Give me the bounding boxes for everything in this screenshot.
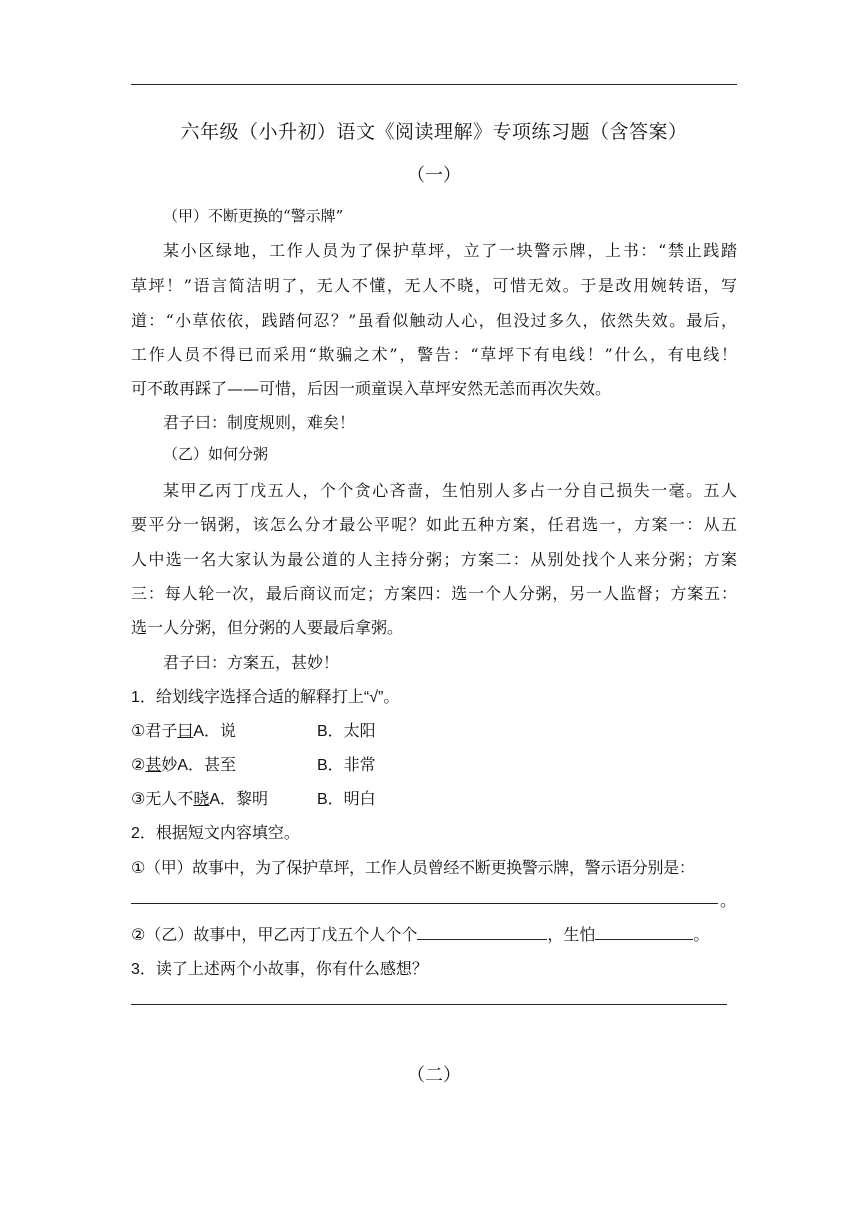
passage-a-comment: 君子曰：制度规则，难矣！ [163, 413, 356, 432]
question-2-prompt: 2．根据短文内容填空。 [131, 825, 300, 842]
passage-b-comment: 君子曰：方案五，甚妙！ [163, 653, 340, 672]
underlined-word: 晓 [193, 791, 210, 808]
passage-b-line: 要平分一锅粥，该怎么分才最公平呢？如此五种方案，任君选一，方案一：从五 [131, 515, 737, 534]
underlined-word: 曰 [177, 723, 194, 740]
question-1-prompt: 1．给划线字选择合适的解释打上“√”。 [131, 689, 400, 706]
passage-b-line: 选一人分粥，但分粥的人要最后拿粥。 [131, 618, 404, 637]
document-title: 六年级（小升初）语文《阅读理解》专项练习题（含答案） [180, 121, 688, 143]
passage-a-line: 草坪！”语言简洁明了，无人不懂，无人不晓，可惜无效。于是改用婉转语，写 [131, 276, 737, 295]
q3-answer-blank[interactable] [131, 1004, 727, 1005]
passage-b-heading: （乙）如何分粥 [163, 445, 269, 463]
passage-b-line: 人中选一名大家认为最公道的人主持分粥；方案二：从别处找个人来分粥；方案 [131, 550, 737, 569]
option-a[interactable]: A．说 [193, 723, 237, 740]
q1-item-3 [131, 786, 268, 809]
passage-b-line: 三：每人轮一次，最后商议而定；方案四：选一个人分粥，另一人监督；方案五： [131, 584, 737, 603]
q2-part1-text: ①（甲）故事中，为了保护草坪，工作人员曾经不断更换警示牌，警示语分别是： [131, 860, 695, 877]
q2-blank-greedy[interactable] [417, 925, 547, 940]
q1-item-2 [131, 752, 236, 775]
option-b[interactable]: B．非常 [317, 757, 376, 774]
q2-part1-period: 。 [720, 893, 737, 910]
question-3-prompt: 3．读了上述两个小故事，你有什么感想？ [131, 961, 428, 978]
passage-a-line: 可不敢再踩了——可惜，后因一顽童误入草坪安然无恙而再次失效。 [131, 379, 612, 398]
q2-part2 [131, 922, 737, 945]
passage-a-heading: （甲）不断更换的“警示牌” [163, 207, 344, 225]
option-a[interactable]: A．甚至 [177, 757, 237, 774]
underlined-word: 甚 [145, 757, 162, 774]
q2-part2-text-b: ，生怕 [547, 927, 596, 944]
passage-a-line: 某小区绿地，工作人员为了保护草坪，立了一块警示牌，上书：“禁止践踏 [163, 241, 737, 260]
section-two-number: （二） [407, 1065, 461, 1086]
q2-part1-answer-blank[interactable] [131, 903, 718, 904]
q1-item-prefix: ①君子 [131, 723, 178, 740]
q1-item-prefix: ③无人不 [131, 791, 194, 808]
passage-b-line: 某甲乙丙丁戊五人，个个贪心吝啬，生怕别人多占一分自己损失一毫。五人 [163, 481, 737, 500]
q2-part2-period: 。 [693, 927, 710, 944]
q2-blank-afraid[interactable] [595, 925, 693, 940]
top-rule [131, 84, 737, 85]
q1-item-prefix: ② [131, 757, 146, 774]
section-one-number: （一） [407, 165, 461, 186]
q2-part2-text-a: ②（乙）故事中，甲乙丙丁戊五个人个个 [131, 927, 418, 944]
option-b[interactable]: B．太阳 [317, 723, 376, 740]
passage-a-line: 工作人员不得已而采用“欺骗之术”，警告：“草坪下有电线！”什么，有电线！ [131, 345, 737, 364]
q1-item-1 [131, 718, 236, 741]
option-a[interactable]: A．黎明 [209, 791, 269, 808]
passage-a-line: 道：“小草依依，践踏何忍？”虽看似触动人心，但没过多久，依然失效。最后， [131, 311, 737, 330]
option-b[interactable]: B．明白 [317, 791, 376, 808]
q1-item-suffix: 妙 [161, 757, 178, 774]
